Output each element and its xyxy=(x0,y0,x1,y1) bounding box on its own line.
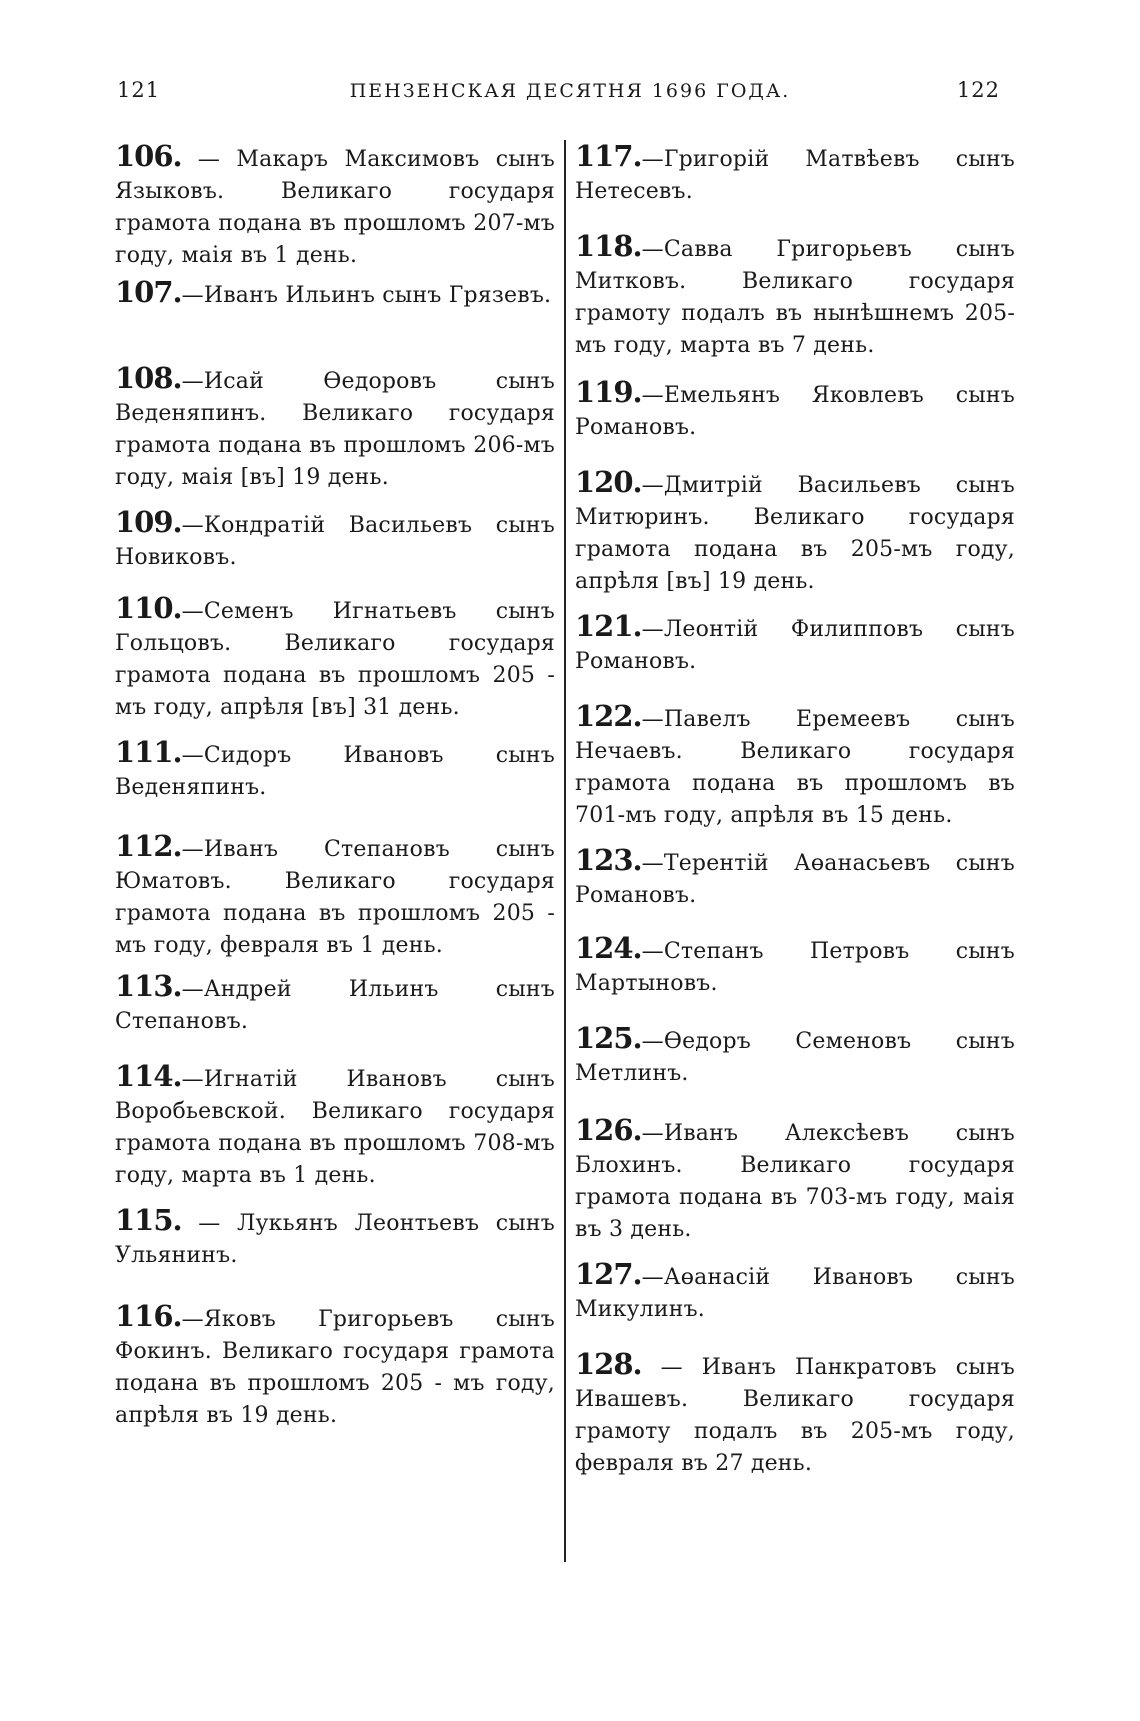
entry-number: 109. xyxy=(115,505,182,539)
entry-number: 108. xyxy=(115,361,182,395)
entry-text: —Леонтій Филипповъ сынъ Романовъ. xyxy=(575,617,1015,674)
entry-number: 119. xyxy=(575,375,642,409)
entry-number: 117. xyxy=(575,139,642,173)
entry-number: 121. xyxy=(575,609,642,643)
entry-number: 107. xyxy=(115,275,182,309)
entry-text: — Иванъ Панкратовъ сынъ Ивашевъ. Великаго государя грамоту подалъ въ 205-мъ году, февраля въ 27 день. xyxy=(575,1355,1015,1476)
entry-121 xyxy=(575,610,1015,678)
entry-text: —Павелъ Еремеевъ сынъ Нечаевъ. Великаго государя грамота подана въ прошломъ въ 701-мъ году, апрѣля въ 15 день. xyxy=(575,707,1015,828)
entry-109 xyxy=(115,506,555,574)
entry-111 xyxy=(115,736,555,804)
entry-110 xyxy=(115,592,555,724)
entry-number: 118. xyxy=(575,229,642,263)
entry-128 xyxy=(575,1348,1015,1480)
entry-number: 127. xyxy=(575,1257,642,1291)
entry-number: 126. xyxy=(575,1113,642,1147)
entry-number: 128. xyxy=(575,1347,642,1381)
page-title: ПЕНЗЕНСКАЯ ДЕСЯТНЯ 1696 ГОДА. xyxy=(349,80,791,102)
entry-number: 113. xyxy=(115,969,182,1003)
entry-112 xyxy=(115,830,555,962)
entry-number: 110. xyxy=(115,591,182,625)
entry-text: —Андрей Ильинъ сынъ Степановъ. xyxy=(115,977,555,1034)
page-header xyxy=(0,78,1140,118)
entry-text: —Терентій Аөанасьевъ сынъ Романовъ. xyxy=(575,851,1015,908)
entry-text: —Яковъ Григорьевъ сынъ Фокинъ. Великаго государя грамота подана въ прошломъ 205 - мъ году, апрѣля въ 19 день. xyxy=(115,1307,555,1428)
entry-text: —Емельянъ Яковлевъ сынъ Романовъ. xyxy=(575,383,1015,440)
entry-text: —Иванъ Ильинъ сынъ Грязевъ. xyxy=(181,283,552,308)
entry-text: —Иванъ Степановъ сынъ Юматовъ. Великаго государя грамота подана въ прошломъ 205 - мъ году, февраля въ 1 день. xyxy=(115,837,555,958)
entry-text: —Савва Григорьевъ сынъ Митковъ. Великаго государя грамоту подалъ въ нынѣшнемъ 205-мъ году, марта въ 7 день. xyxy=(575,237,1015,358)
entry-text: —Сидоръ Ивановъ сынъ Веденяпинъ. xyxy=(115,743,555,800)
entry-116 xyxy=(115,1300,555,1432)
page-number-left: 121 xyxy=(117,78,161,102)
entry-number: 123. xyxy=(575,843,642,877)
entry-text: —Исай Өедоровъ сынъ Веденяпинъ. Великаго государя грамота подана въ прошломъ 206-мъ году, маія [въ] 19 день. xyxy=(115,369,555,490)
entry-text: —Игнатій Ивановъ сынъ Воробьевской. Великаго государя грамота подана въ прошломъ 708-мъ году, марта въ 1 день. xyxy=(115,1067,555,1188)
entry-114 xyxy=(115,1060,555,1192)
entry-number: 111. xyxy=(115,735,182,769)
entry-number: 122. xyxy=(575,699,642,733)
entry-text: —Аөанасій Ивановъ сынъ Микулинъ. xyxy=(575,1265,1015,1322)
entry-115 xyxy=(115,1204,555,1272)
entry-text: —Степанъ Петровъ сынъ Мартыновъ. xyxy=(575,939,1015,996)
entry-126 xyxy=(575,1114,1015,1246)
entry-117 xyxy=(575,140,1015,208)
entry-106 xyxy=(115,140,555,272)
page-number-right: 122 xyxy=(956,78,1000,102)
entry-118 xyxy=(575,230,1015,362)
column-divider xyxy=(564,140,566,1562)
entry-127 xyxy=(575,1258,1015,1326)
entry-text: —Семенъ Игнатьевъ сынъ Гольцовъ. Великаго государя грамота подана въ прошломъ 205 - мъ году, апрѣля [въ] 31 день. xyxy=(115,599,555,720)
entry-123 xyxy=(575,844,1015,912)
entry-number: 112. xyxy=(115,829,182,863)
entry-107 xyxy=(115,276,555,312)
entry-124 xyxy=(575,932,1015,1000)
entry-113 xyxy=(115,970,555,1038)
entry-number: 106. xyxy=(115,139,182,173)
entry-text: —Дмитрій Васильевъ сынъ Митюринъ. Великаго государя грамота подана въ 205-мъ году, апрѣля [въ] 19 день. xyxy=(575,473,1015,594)
entry-text: — Лукьянъ Леонтьевъ сынъ Ульянинъ. xyxy=(115,1211,555,1268)
entry-text: —Иванъ Алексѣевъ сынъ Блохинъ. Великаго государя грамота подана въ 703-мъ году, маія въ 3 день. xyxy=(575,1121,1015,1242)
entry-text: —Өедоръ Семеновъ сынъ Метлинъ. xyxy=(575,1029,1015,1086)
entry-number: 115. xyxy=(115,1203,182,1237)
entry-text: —Кондратій Васильевъ сынъ Новиковъ. xyxy=(115,513,555,570)
entry-number: 125. xyxy=(575,1021,642,1055)
entry-108 xyxy=(115,362,555,494)
entry-122 xyxy=(575,700,1015,832)
entry-number: 124. xyxy=(575,931,642,965)
entry-number: 120. xyxy=(575,465,642,499)
entry-text: — Макаръ Максимовъ сынъ Языковъ. Великаго государя грамота подана въ прошломъ 207-мъ году, маія въ 1 день. xyxy=(115,147,555,268)
entry-text: —Григорій Матвѣевъ сынъ Нетесевъ. xyxy=(575,147,1015,204)
entry-125 xyxy=(575,1022,1015,1090)
entry-number: 114. xyxy=(115,1059,182,1093)
entry-119 xyxy=(575,376,1015,444)
entry-number: 116. xyxy=(115,1299,182,1333)
entry-120 xyxy=(575,466,1015,598)
